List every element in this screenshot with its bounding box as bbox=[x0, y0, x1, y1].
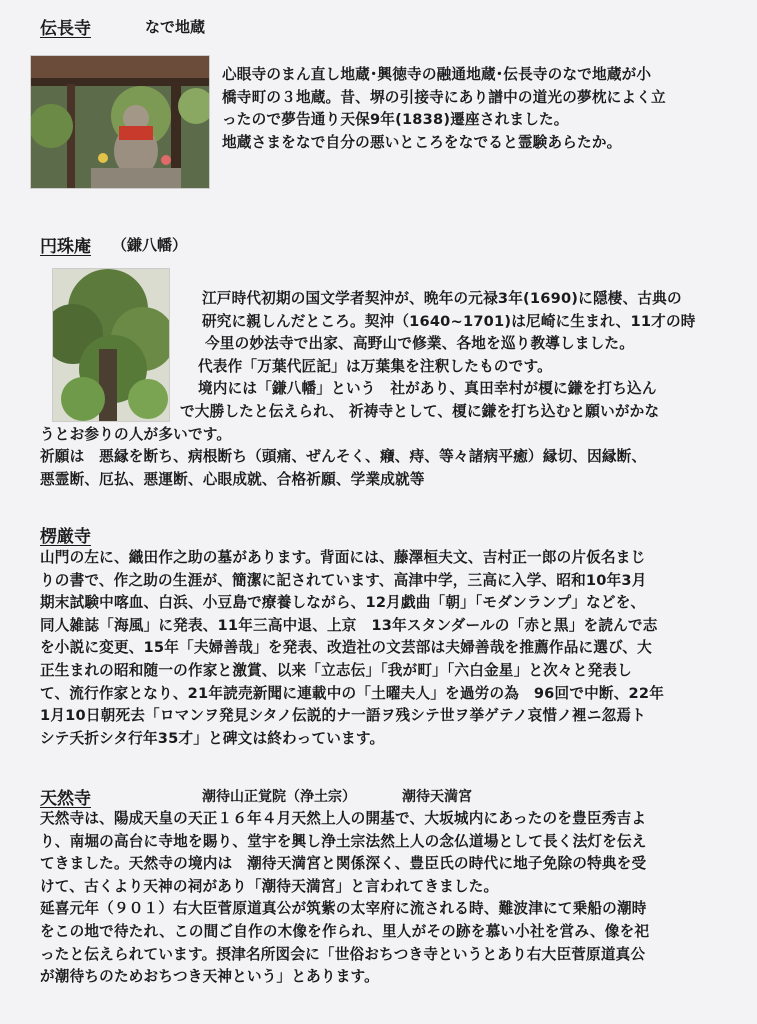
text-line: 今里の妙法寺で出家、高野山で修業、各地を巡り教導しました。 bbox=[205, 335, 635, 353]
text-line: 地蔵さまをなで自分の悪いところをなでると霊験あらたか。 bbox=[222, 133, 622, 151]
ryogon-ji-description bbox=[40, 547, 664, 750]
text-line: が潮待ちのためおちつき天神という」とあります。 bbox=[40, 968, 379, 986]
text-line: 天然寺は、陽成天皇の天正１６年４月天然上人の開基で、大坂城内にあったのを豊臣秀吉よ bbox=[40, 810, 647, 827]
jizo-statue-photo bbox=[30, 55, 210, 189]
enju-an-description bbox=[40, 288, 740, 491]
section-subtitle-shoukakuin: 潮待山正覚院（浄土宗） bbox=[202, 789, 356, 805]
section-title-enju-an: 円珠庵 bbox=[40, 237, 91, 257]
text-line: ったので夢告通り天保9年(1838)遷座されました。 bbox=[222, 111, 569, 129]
text-line: 延喜元年（９０１）右大臣菅原道真公が筑紫の太宰府に流される時、難波津にて乗船の潮時 bbox=[40, 900, 647, 918]
text-line: で大勝したと伝えられ、 祈祷寺として、榎に鎌を打ち込むと願いがかな bbox=[180, 402, 660, 420]
text-line: てきました。天然寺の境内は 潮待天満宮と関係深く、豊臣氏の時代に地子免除の特典を受 bbox=[40, 855, 647, 873]
text-line: うとお参りの人が多いです。 bbox=[40, 425, 232, 443]
section-subtitle-kama-hachiman: （鎌八幡） bbox=[112, 236, 188, 254]
text-line: 代表作「万葉代匠記」は万葉集を注釈したものです。 bbox=[198, 357, 552, 375]
dencho-ji-description bbox=[222, 64, 666, 154]
text-line: けて、古くより天神の祠があり「潮待天満宮」と言われてきました。 bbox=[40, 877, 499, 895]
tennen-ji-description bbox=[40, 808, 649, 989]
text-line: 1月10日朝死去「ロマンヲ発見シタノ伝説的ナ一語ヲ残シテ世ヲ挙ゲテノ哀惜ノ裡ニ忽焉ト bbox=[40, 707, 646, 725]
text-line: 研究に親しんだところ。契沖（1640~1701)は尼崎に生まれ、11才の時 bbox=[202, 312, 696, 330]
text-line: 期末試験中喀血、白浜、小豆島で療養しながら、12月戯曲「朝」「モダンランプ」などを、 bbox=[40, 594, 646, 612]
text-line: 正生まれの昭和随一の作家と激賞、以来「立志伝」「我が町」「六白金星」と次々と発表し bbox=[40, 661, 632, 679]
text-line: を小説に変更、15年「夫婦善哉」を発表、改造社の文芸部は夫婦善哉を推薦作品に選び、大 bbox=[40, 639, 652, 657]
text-line: りの書で、作之助の生涯が、簡潔に記されています、高津中学，三高に入学、昭和10年3月 bbox=[40, 571, 647, 589]
text-line: 祈願は 悪縁を断ち、病根断ち（頭痛、ぜんそく、癪、痔、等々諸病平癒）縁切、因縁断、 bbox=[40, 448, 647, 466]
text-line: シテ夭折シタ行年35才」と碑文は終わっています。 bbox=[40, 729, 385, 747]
section-title-dencho-ji: 伝長寺 bbox=[40, 19, 91, 39]
text-line: 山門の左に、織田作之助の墓があります。背面には、藤澤桓夫文、吉村正一郎の片仮名まじ bbox=[40, 549, 646, 566]
text-line: 同人雑誌「海風」に発表、11年三高中退、上京 13年スタンダールの「赤と黒」を読んで志 bbox=[40, 616, 658, 634]
text-line: 心眼寺のまん直し地蔵･興徳寺の融通地蔵･伝長寺のなで地蔵が小 bbox=[222, 66, 652, 83]
text-line: り、南堀の高台に寺地を賜り、堂宇を興し浄土宗法然上人の念仏道場として長く法灯を伝え bbox=[40, 832, 647, 850]
text-line: 江戸時代初期の国文学者契沖が、晩年の元禄3年(1690)に隠棲、古典の bbox=[202, 290, 682, 307]
text-line: 境内には「鎌八幡」という 社があり、真田幸村が榎に鎌を打ち込ん bbox=[198, 380, 657, 398]
section-title-tennen-ji: 天然寺 bbox=[40, 789, 91, 809]
section-subtitle-shiomachi-tenmangu: 潮待天満宮 bbox=[402, 789, 472, 805]
text-line: て、流行作家となり、21年読売新聞に連載中の「土曜夫人」を過労の為 96回で中断、22年 bbox=[40, 684, 664, 702]
section-subtitle-nade-jizo: なで地蔵 bbox=[145, 18, 206, 36]
text-line: 悪霊断、厄払、悪運断、心眼成就、合格祈願、学業成就等 bbox=[40, 470, 425, 488]
section-title-ryogon-ji: 楞厳寺 bbox=[40, 527, 91, 547]
text-line: をこの地で待たれ、この間ご自作の木像を作られ、里人がその跡を慕い小社を営み、像を祀 bbox=[40, 922, 650, 940]
text-line: 橋寺町の３地蔵。昔、堺の引接寺にあり譜中の道光の夢枕によく立 bbox=[222, 88, 666, 106]
text-line: ったと伝えられています。摂津名所図会に「世俗おちつき寺というとあり右大臣菅原道真公 bbox=[40, 945, 646, 963]
